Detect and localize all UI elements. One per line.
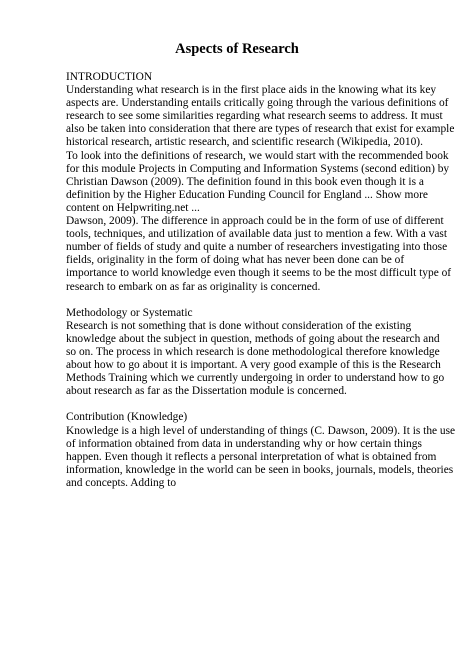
- paragraph-line: Research is not something that is done without consideration of the existing: [66, 319, 412, 332]
- paragraph-line: historical research, artistic research, and scientific research (Wikipedia, 2010).: [66, 136, 423, 149]
- paragraph-line: To look into the definitions of research, we would start with the recommended book: [66, 149, 449, 162]
- paragraph-line: research to see some similarities regarding what research seems to address. It must: [66, 110, 443, 123]
- paragraph-line: information, knowledge in the world can be seen in books, journals, models, theories: [66, 463, 454, 476]
- section-heading-introduction: INTRODUCTION: [66, 71, 153, 83]
- paragraph-line: and concepts. Adding to: [66, 476, 177, 489]
- paragraph-line: fields, originality in the form of doing what has never been done can be of: [66, 254, 405, 267]
- paragraph-line: about how to go about it is important. A very good example of this is the Research: [66, 359, 441, 372]
- section-heading-methodology: Methodology or Systematic: [66, 306, 193, 319]
- paragraph-gap: [66, 294, 456, 307]
- paragraph-line: number of fields of study and quite a number of researchers investigating into those: [66, 241, 448, 254]
- paragraph-line: content on Helpwriting.net ...: [66, 201, 200, 214]
- document-title: Aspects of Research: [175, 41, 299, 57]
- paragraph-gap: [66, 398, 456, 411]
- paragraph-line: Dawson, 2009). The difference in approach could be in the form of use of different: [66, 215, 444, 228]
- paragraph-line: aspects are. Understanding entails critically going through the various definitions of: [66, 97, 449, 110]
- paragraph-line: tools, techniques, and utilization of available data just to mention a few. With a vast: [66, 228, 448, 241]
- paragraph-line: so on. The process in which research is done methodological therefore knowledge: [66, 345, 440, 358]
- paragraph-line: about research as far as the Dissertation module is concerned.: [66, 385, 347, 398]
- paragraph-line: of information obtained from data in understanding why or how certain things: [66, 437, 422, 450]
- paragraph-line: research to embark on as far as originality is concerned.: [66, 280, 321, 293]
- paragraph-line: definition by the Higher Education Funding Council for England ... Show more: [66, 188, 428, 201]
- paragraph-line: knowledge about the subject in question, methods of going about the research and: [66, 332, 440, 345]
- paragraph-line: importance to world knowledge even though it seems to be the most difficult type of: [66, 267, 452, 280]
- section-heading-contribution: Contribution (Knowledge): [66, 411, 188, 424]
- paragraph-line: for this module Projects in Computing and Information Systems (second edition) by: [66, 162, 450, 175]
- document-body: [66, 71, 456, 490]
- paragraph-line: happen. Even though it reflects a personal interpretation of what is obtained from: [66, 450, 437, 463]
- paragraph-line: also be taken into consideration that there are types of research that exist for example: [66, 123, 455, 136]
- paragraph-line: Knowledge is a high level of understanding of things (C. Dawson, 2009). It is the use: [66, 424, 456, 437]
- paragraph-line: Christian Dawson (2009). The definition found in this book even though it is a: [66, 175, 424, 188]
- paragraph-line: Understanding what research is in the first place aids in the knowing what its key: [66, 84, 437, 97]
- paragraph-line: Methods Training which we currently undergoing in order to understand how to go: [66, 372, 445, 385]
